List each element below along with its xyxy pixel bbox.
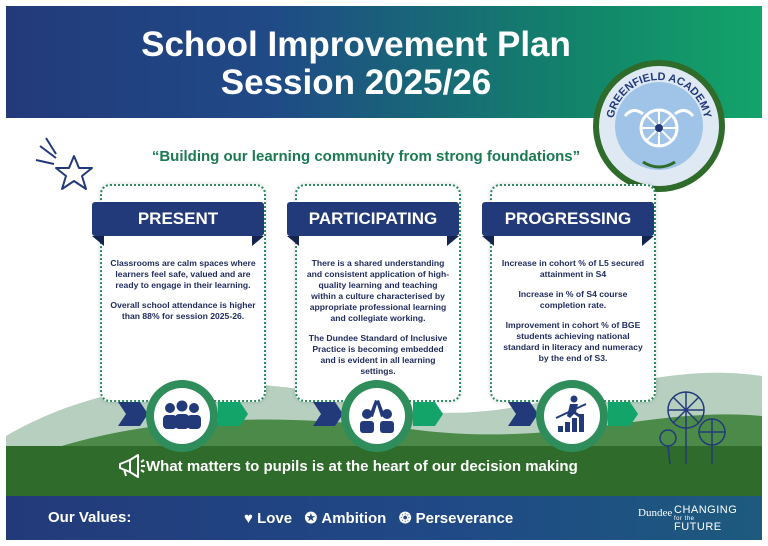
values-label: Our Values: [48,509,132,526]
logo-line-1: CHANGING [674,504,738,516]
ribbon-progressing [482,202,654,236]
values-list [244,509,513,527]
card-progressing-text [500,258,646,373]
changing-future-logo [674,505,737,533]
value-perseverance: Perseverance [415,509,514,527]
ribbon-present [92,202,264,236]
stars-doodle-icon [34,136,104,196]
dandelion-icon [656,386,736,466]
value-love: Love [257,509,293,527]
heart-icon: ♥ [244,509,253,527]
card-paragraph: Increase in % of S4 course completion rate. [518,289,628,310]
group-icon [144,378,220,454]
star-icon: ✪ [304,510,318,528]
badge-text: GREENFIELD ACADEMY [604,70,714,120]
dundee-logo [638,503,742,533]
ribbon-label-progressing: PROGRESSING [504,209,632,228]
card-paragraph: Classrooms are calm spaces where learners feel safe, valued and are ready to engage in their learning. [110,258,256,290]
card-paragraph: Overall school attendance is higher than 88% for session 2025-26. [110,300,256,321]
card-present-text [110,258,256,331]
title-line-1: School Improvement Plan [141,25,571,64]
ribbon-label-present: PRESENT [137,209,219,228]
matters-statement: What matters to pupils is at the heart of our decision making [146,458,578,475]
value-ambition: Ambition [321,509,387,527]
megaphone-icon [116,452,146,480]
sparkle-icon: ❂ [398,510,412,528]
logo-line-2: for the [674,516,695,522]
card-paragraph: The Dundee Standard of Inclusive Practice is becoming embedded and is evident in all learning settings. [308,333,448,376]
card-paragraph: Improvement in cohort % of BGE students achieving national standard in literacy and numeracy by the end of S3. [503,320,643,363]
title-line-2: Session 2025/26 [220,63,492,102]
logo-line-3: FUTURE [674,521,722,533]
page [6,6,762,540]
page-title [76,26,636,102]
card-participating-text [305,258,451,386]
dundee-logo-text: Dundee [638,507,673,519]
high-five-icon [339,378,415,454]
card-paragraph: Increase in cohort % of L5 secured attainment in S4 [501,258,645,279]
tagline: “Building our learning community from strong foundations” [151,148,581,165]
ribbon-participating [287,202,459,236]
card-paragraph: There is a shared understanding and consistent application of high-quality learning and teaching within a culture characterised by appropriate professional learning and collegiate working. [306,258,450,323]
progress-chart-icon [534,378,610,454]
ribbon-label-participating: PARTICIPATING [308,209,438,228]
greenfield-academy-badge [591,58,727,194]
